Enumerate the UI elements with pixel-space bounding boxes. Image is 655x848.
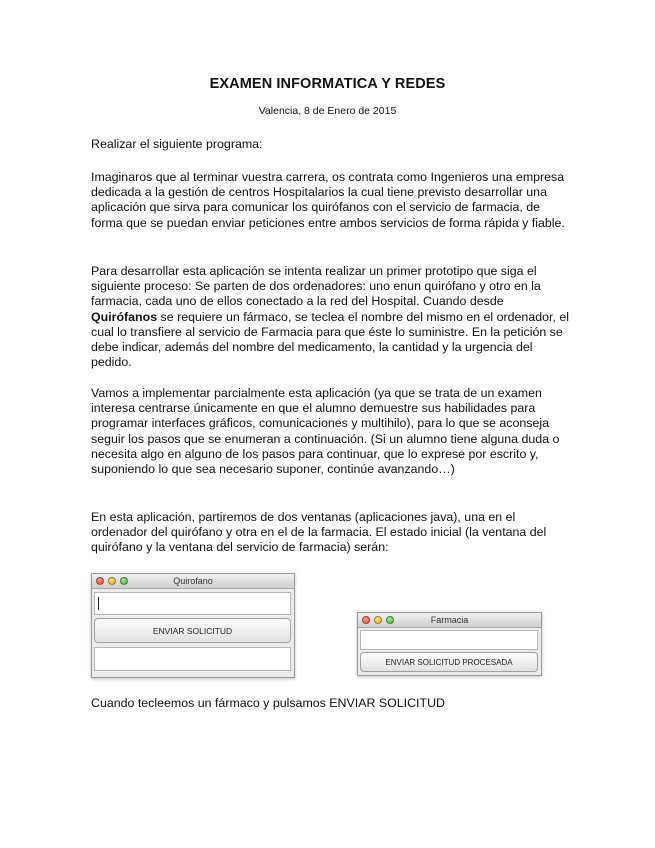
quirofano-titlebar[interactable] [92, 574, 294, 589]
paragraph-context: Imaginaros que al terminar vuestra carrera, os contrata como Ingenieros una empresa dedicada a la gestión de centros Hospitalarios la cual tiene previsto desarrollar una aplicación que sirva para comunicar los quirófanos con el servicio de farmacia, de forma que se puedan enviar peticiones entre ambos servicios de forma rápida y fiable. [91, 170, 565, 230]
paragraph-process-start: Para desarrollar esta aplicación se intenta realizar un primer prototipo que siga el siguiente proceso: Se parten de dos ordenadores: uno enun quirófano y otro en la farmacia, cada uno de ellos conectado a la red del Hospital. Cuando desde [91, 264, 541, 309]
window-controls [96, 577, 128, 585]
respuesta-field[interactable] [94, 647, 291, 671]
document-title: EXAMEN INFORMATICA Y REDES [209, 76, 446, 92]
zoom-icon[interactable] [120, 577, 128, 585]
close-icon[interactable] [362, 616, 370, 624]
farmacia-window [357, 612, 542, 676]
farmacia-titlebar[interactable] [358, 613, 541, 628]
minimize-icon[interactable] [374, 616, 382, 624]
paragraph-windows: En esta aplicación, partiremos de dos ventanas (aplicaciones java), una en el ordenador del quirófano y otra en el de la farmacia. El estado inicial (la ventana del quirófano y la ventana del servicio de farmacia) serán: [91, 510, 547, 555]
farmacia-window-title: Farmacia [430, 615, 469, 625]
enviar-solicitud-button[interactable]: ENVIAR SOLICITUD [94, 618, 291, 643]
close-icon[interactable] [96, 577, 104, 585]
minimize-icon[interactable] [108, 577, 116, 585]
window-controls [362, 616, 394, 624]
paragraph-next-step: Cuando tecleemos un fármaco y pulsamos ENVIAR SOLICITUD [91, 696, 445, 710]
text-cursor [98, 597, 99, 610]
paragraph-instructions: Vamos a implementar parcialmente esta aplicación (ya que se trata de un examen interesa centrarse únicamente en que el alumno demuestre sus habilidades para programar interfaces gráficos, comunicaciones y multihilo), para lo que se aconseja seguir los pasos que se enumeran a continuación. (Si un alumno tiene alguna duda o necesita algo en alguno de los pasos para continuar, que lo exprese por escrito y, suponiendo lo que sea necesario suponer, continúe avanzando…) [91, 386, 560, 477]
paragraph-process [91, 264, 571, 370]
farmaco-input[interactable] [94, 592, 291, 615]
quirofano-window-title: Quirofano [173, 576, 213, 586]
quirofano-window [91, 573, 295, 678]
intro-paragraph: Realizar el siguiente programa: [91, 137, 263, 151]
enviar-solicitud-procesada-button[interactable]: ENVIAR SOLICITUD PROCESADA [360, 652, 538, 672]
document-date: Valencia, 8 de Enero de 2015 [258, 105, 397, 117]
quirofanos-bold: Quirófanos [91, 309, 158, 324]
solicitud-field[interactable] [360, 630, 538, 650]
zoom-icon[interactable] [386, 616, 394, 624]
paragraph-process-end: se requiere un fármaco, se teclea el nombre del mismo en el ordenador, el cual lo transfiere al servicio de Farmacia para que éste lo suministre. En la petición se debe indicar, además del nombre del medicamento, la cantidad y la urgencia del pedido. [91, 309, 569, 370]
